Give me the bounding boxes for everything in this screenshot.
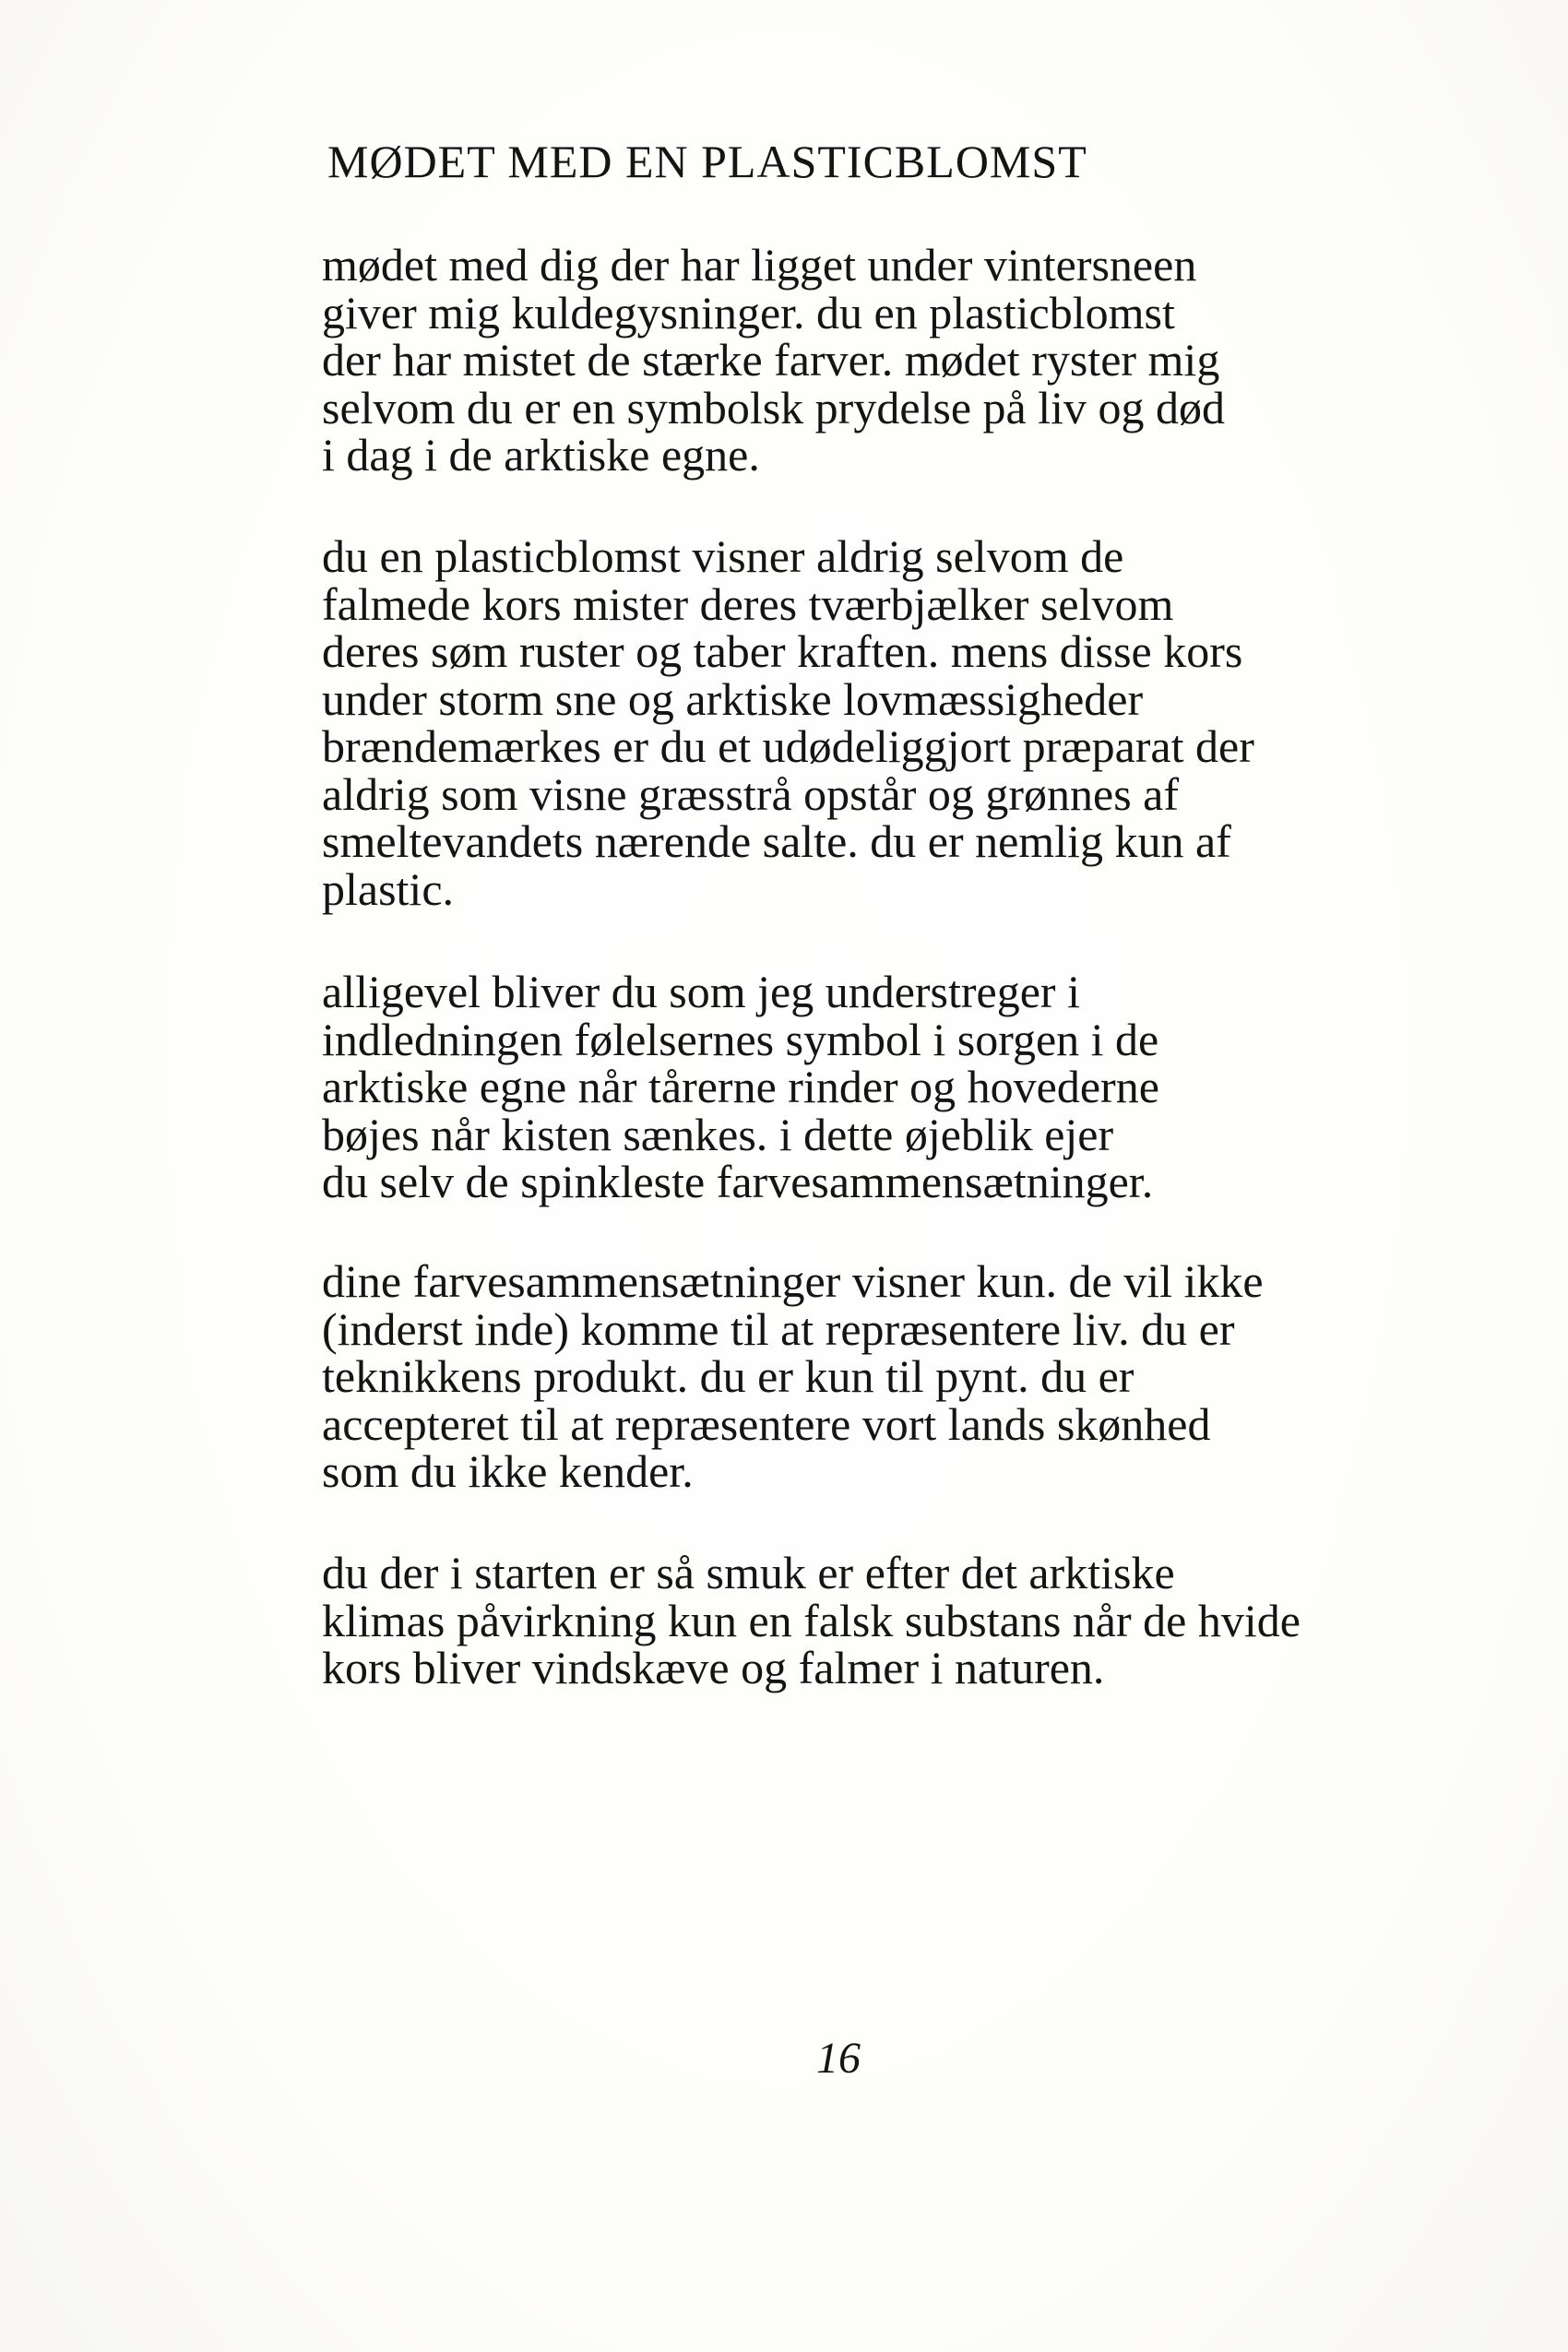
text-line: der har mistet de stærke farver. mødet ryster mig: [322, 334, 1220, 386]
text-line: plastic.: [322, 862, 455, 915]
text-line: aldrig som visne græsstrå opstår og grønnes af: [322, 767, 1180, 820]
stanza-5: [322, 1547, 1429, 1693]
text-line: du selv de spinkleste farvesammensætninger.: [322, 1156, 1154, 1207]
text-line: i dag i de arktiske egne.: [322, 429, 760, 481]
page-number: 16: [816, 2034, 861, 2083]
stanza-3: [322, 968, 1429, 1206]
text-line: accepteret til at repræsentere vort lands skønhed: [322, 1397, 1211, 1450]
stanza-2: [322, 530, 1429, 915]
text-line: brændemærkes er du et udødeliggjort præparat der: [322, 720, 1254, 772]
stanza-1: [322, 239, 1429, 481]
text-line: som du ikke kender.: [322, 1445, 694, 1497]
text-line: arktiske egne når tårerne rinder og hovederne: [322, 1061, 1159, 1112]
text-line: falmede kors mister deres tværbjælker selvom: [322, 577, 1174, 630]
text-line: klimas påvirkning kun en falsk substans når de hvide: [322, 1594, 1301, 1646]
text-line: (inderst inde) komme til at repræsentere liv. du er: [322, 1302, 1235, 1355]
text-line: alligevel bliver du som jeg understreger i: [322, 966, 1080, 1017]
text-line: teknikkens produkt. du er kun til pynt. du er: [322, 1350, 1134, 1402]
text-line: selvom du er en symbolsk prydelse på liv og død: [322, 381, 1226, 434]
text-line: indledningen følelsernes symbol i sorgen i de: [322, 1013, 1159, 1065]
text-line: deres søm ruster og taber kraften. mens disse kors: [322, 625, 1243, 677]
page-title: MØDET MED EN PLASTICBLOMST: [327, 136, 1087, 187]
text-line: du der i starten er så smuk er efter det arktiske: [322, 1547, 1175, 1598]
stanza-4: [322, 1255, 1429, 1497]
text-line: under storm sne og arktiske lovmæssigheder: [322, 672, 1144, 725]
text-line: smeltevandets nærende salte. du er nemlig kun af: [322, 815, 1231, 867]
text-line: bøjes når kisten sænkes. i dette øjeblik ejer: [322, 1108, 1114, 1160]
text-line: mødet med dig der har ligget under vintersneen: [322, 239, 1197, 291]
text-line: dine farvesammensætninger visner kun. de vil ikke: [322, 1255, 1264, 1307]
text-line: giver mig kuldegysninger. du en plasticblomst: [322, 286, 1175, 339]
text-line: du en plasticblomst visner aldrig selvom de: [322, 530, 1124, 582]
text-line: kors bliver vindskæve og falmer i naturen.: [322, 1642, 1105, 1693]
